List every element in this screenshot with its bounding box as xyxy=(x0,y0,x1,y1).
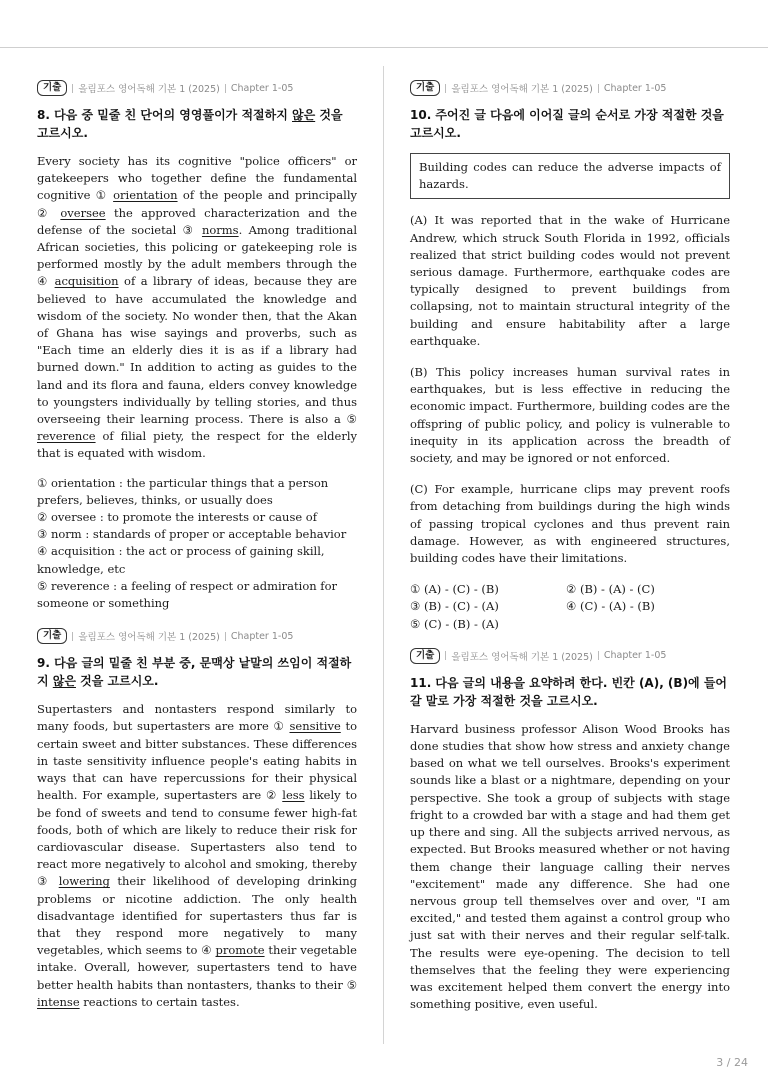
past-exam-badge: 기출 xyxy=(37,80,67,96)
question-9-source xyxy=(37,627,357,645)
past-exam-badge: 기출 xyxy=(410,80,440,96)
question-8-options xyxy=(37,475,357,613)
underlined-word: less xyxy=(282,788,305,803)
separator xyxy=(445,84,446,93)
option-1: ① orientation : the particular things that a person prefers, believes, thinks, or usually does xyxy=(37,475,329,507)
column-divider xyxy=(383,66,384,1044)
question-8-title: 8. 다음 중 밑줄 친 단어의 영영풀이가 적절하지 않은 것을 고르시오. xyxy=(37,108,343,140)
source-chapter: Chapter 1-05 xyxy=(230,630,294,642)
question-11-source xyxy=(410,647,730,665)
source-chapter: Chapter 1-05 xyxy=(603,82,667,94)
past-exam-badge: 기출 xyxy=(410,648,440,664)
choice-4: ④ (C) - (A) - (B) xyxy=(566,599,655,614)
paragraph-b: (B) This policy increases human survival rates in earthquakes, but is less effective in reducing the economic impact. Furthermore, building codes are the offspring of public policy, and policy is vulnerable to inequity in its application across the breadth of society, and may be ignored or not enforced. xyxy=(410,365,730,466)
underlined-word: acquisition xyxy=(54,274,119,289)
header-rule xyxy=(0,47,768,48)
choice-1: ① (A) - (C) - (B) xyxy=(410,582,499,597)
right-column xyxy=(410,79,730,1013)
underlined-word: norms xyxy=(201,222,239,237)
source-book: 올림포스 영어독해 기본 1 (2025) xyxy=(78,632,220,644)
underlined-word: sensitive xyxy=(289,719,341,734)
underlined-word: promote xyxy=(215,943,265,958)
choice-5: ⑤ (C) - (B) - (A) xyxy=(410,616,499,631)
choice-2: ② (B) - (A) - (C) xyxy=(566,582,655,597)
question-11-passage: Harvard business professor Alison Wood Brooks has done studies that show how stress and anxiety change based on what we tell ourselves. Brooks's experiment sounds like a blast or a nightmare, depending on your perspective. She took a group of subjects with stage fright to a crowded bar with a stage and had them get up there and sing. All the subjects arrived nervous, as expected. But Brooks measured whether or not having them change their language calling their nerves "excitement" made any difference. She had one nervous group tell themselves over and over, "I am excited," and tested them against a control group who just sat with their nerves and their regular self-talk. The results were eye-opening. The decision to tell themselves that the feeling they were experiencing was excitement helped them convert the energy into something positive, even useful. xyxy=(410,721,730,1012)
separator xyxy=(72,632,73,641)
question-10-title: 10. 주어진 글 다음에 이어질 글의 순서로 가장 적절한 것을 고르시오. xyxy=(410,108,724,140)
option-4: ④ acquisition : the act or process of gaining skill, knowledge, etc xyxy=(37,544,325,576)
option-5: ⑤ reverence : a feeling of respect or admiration for someone or something xyxy=(37,578,337,611)
question-8-source xyxy=(37,79,357,97)
separator xyxy=(225,632,226,641)
underlined-word: lowering xyxy=(58,874,110,889)
source-book: 올림포스 영어독해 기본 1 (2025) xyxy=(451,651,593,663)
source-book: 올림포스 영어독해 기본 1 (2025) xyxy=(451,84,593,95)
source-book: 올림포스 영어독해 기본 1 (2025) xyxy=(78,84,220,95)
paragraph-c: (C) For example, hurricane clips may prevent roofs from detaching from buildings during the high winds of passing tropical cyclones and thus prevent rain damage. However, as with engineered structures, building codes have their limitations. xyxy=(410,482,730,566)
separator xyxy=(598,651,599,660)
source-chapter: Chapter 1-05 xyxy=(603,650,667,662)
left-column xyxy=(37,79,357,1011)
question-9-title: 9. 다음 글의 밑줄 친 부분 중, 문맥상 낱말의 쓰임이 적절하지 않은 것을 고르시오. xyxy=(37,656,352,689)
paragraph-a: (A) It was reported that in the wake of Hurricane Andrew, which struck South Florida in 1992, officials realized that strict building codes would not prevent serious damage. Furthermore, earthquake codes are typically designed to prevent buildings from collapsing, not to maintain structural integrity of the building and ensure habitability after a large earthquake. xyxy=(410,213,730,348)
choice-3: ③ (B) - (C) - (A) xyxy=(410,599,499,614)
source-chapter: Chapter 1-05 xyxy=(230,82,294,94)
question-9-passage: Supertasters and nontasters respond similarly to many foods, but supertasters are more ① sensitive to certain sweet and bitter substances. These differences in taste sensitivity influence people's eating habits in ways that can have repercussions for their physical health. For example, supertasters are ② less likely to be fond of sweets and tend to consume fewer high-fat foods, both of which are likely to reduce their risk for cardiovascular disease. Supertasters also tend to react more negatively to alcohol and smoking, thereby ③ lowering their likelihood of developing drinking problems or nicotine addiction. The only health disadvantage identified for supertasters thus far is that they respond more negatively to many vegetables, which seems to ④ promote their vegetable intake. Overall, however, supertasters tend to have better health habits than nontasters, thanks to their ⑤ intense reactions to certain tastes. xyxy=(37,702,357,1009)
question-11-title: 11. 다음 글의 내용을 요약하려 한다. 빈칸 (A), (B)에 들어갈 말로 가장 적절한 것을 고르시오. xyxy=(410,675,728,708)
option-3: ③ norm : standards of proper or acceptable behavior xyxy=(37,527,347,542)
question-10-choices xyxy=(410,581,730,633)
separator xyxy=(72,84,73,93)
separator xyxy=(225,84,226,93)
underlined-word: intense xyxy=(37,994,80,1009)
underlined-word: orientation xyxy=(113,188,178,203)
separator xyxy=(598,84,599,93)
option-2: ② oversee : to promote the interests or cause of xyxy=(37,510,317,525)
question-10-source xyxy=(410,79,730,97)
page-number: 3 / 24 xyxy=(716,1056,748,1069)
past-exam-badge: 기출 xyxy=(37,628,67,644)
question-8-passage: Every society has its cognitive "police officers" or gatekeepers who together define the fundamental cognitive ① orientation of the people and principally ② oversee the approved characterization and the defense of the societal ③ norms. Among traditional African societies, this policing or gatekeeping role is performed mostly by the adult members through the ④ acquisition of a library of ideas, because they are believed to have accumulated the knowledge and wisdom of the society. No wonder then, that the Akan of Ghana has wise sayings and proverbs, such as "Each time an elderly dies it is as if a library had burned down." In addition to acting as guides to the land and its flora and fauna, elders convey knowledge to youngsters individually by telling stories, and thus overseeing their learning process. There is also a ⑤ reverence of filial piety, the respect for the elderly that is equated with wisdom. xyxy=(37,154,358,461)
separator xyxy=(445,651,446,660)
underlined-word: oversee xyxy=(60,205,106,220)
given-sentence-box: Building codes can reduce the adverse impacts of hazards. xyxy=(410,153,730,199)
underlined-word: reverence xyxy=(37,429,96,444)
